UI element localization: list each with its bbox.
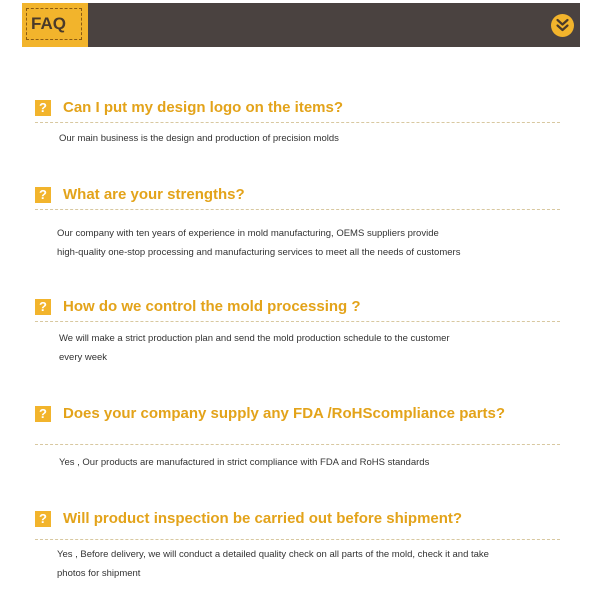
faq-answer-line: photos for shipment [57,568,141,579]
question-mark-icon: ? [35,299,51,315]
question-mark-icon: ? [35,187,51,203]
faq-answer-line: every week [59,352,108,363]
question-mark-icon: ? [35,406,51,422]
faq-question-row[interactable] [35,98,560,123]
faq-question: Does your company supply any FDA /RoHScompliance parts? [63,405,506,422]
faq-answer [57,224,460,262]
faq-question-row[interactable] [35,404,560,428]
faq-header [22,3,580,47]
double-chevron-down-icon [551,14,574,37]
faq-answer-line: Yes , Our products are manufactured in strict compliance with FDA and RoHS standards [59,457,430,468]
faq-item [35,509,560,579]
faq-question: Will product inspection be carried out before shipment? [63,510,463,527]
faq-item [35,185,560,258]
faq-answer [59,329,450,367]
faq-question-row[interactable] [35,185,560,210]
faq-answer-line: Our main business is the design and production of precision molds [59,133,339,144]
faq-answer-line: Our company with ten years of experience in mold manufacturing, OEMS suppliers provide [57,228,439,239]
collapse-toggle-button[interactable] [551,14,574,37]
question-mark-icon: ? [35,100,51,116]
faq-answer-line: Yes , Before delivery, we will conduct a detailed quality check on all parts of the mold, check it and take [57,549,489,560]
question-mark-icon: ? [35,511,51,527]
faq-question: What are your strengths? [63,186,245,203]
faq-title: FAQ [26,8,82,40]
faq-answer [59,129,339,148]
faq-answer [59,453,429,472]
faq-item [35,98,560,144]
faq-question-row[interactable] [35,297,560,322]
faq-answer [57,545,489,583]
faq-question-row[interactable] [35,509,560,533]
faq-answer-line: high-quality one-stop processing and manufacturing services to meet all the needs of customers [57,247,461,258]
faq-tab[interactable] [22,3,88,47]
faq-question: How do we control the mold processing ? [63,298,361,315]
faq-answer-line: We will make a strict production plan and send the mold production schedule to the customer [59,333,450,344]
faq-question: Can I put my design logo on the items? [63,99,344,116]
faq-item [35,404,560,468]
faq-item [35,297,560,363]
